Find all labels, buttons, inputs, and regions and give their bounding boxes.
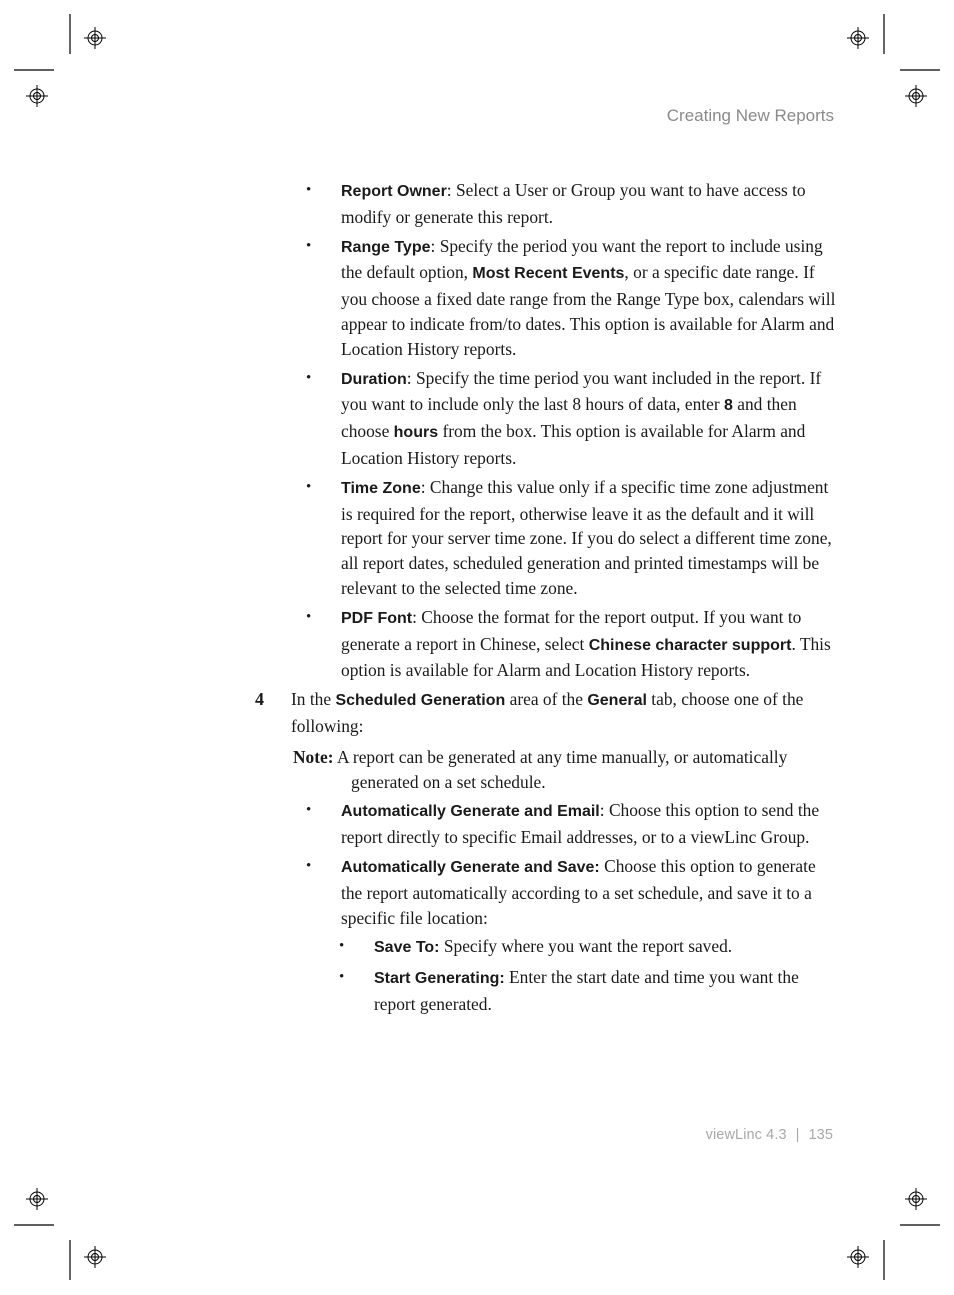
bullet-icon: • [306,802,312,819]
step-number: 4 [255,689,264,710]
step-4: 4 In the Scheduled Generation area of the General tab, choose one of the following: [255,689,804,736]
description: Specify where you want the report saved. [439,936,733,957]
bullet-icon: • [306,369,312,386]
bullet-icon: • [306,857,312,874]
running-footer [706,1127,833,1143]
term: Save To: [374,939,440,957]
list-item-generate-save [255,854,836,930]
term: Start Generating: [374,970,505,988]
page-body [255,178,836,1021]
description: Choose this option to send the report directly to specific Email addresses, or to a viewLinc Group. [341,800,820,848]
list-item-range-type: • Range Type: Specify the period you want the report to include using the default option, Most Recent Events, or a specific date range. If you choose a fixed date range from the Range Type box, calendars will appear to indicate from/to dates. This option is available for Alarm and Location History reports. [306,235,836,359]
bullet-icon: • [339,938,345,955]
term: Range Type [341,238,431,256]
bullet-icon: • [306,478,312,495]
list-item-generate-email: • Automatically Generate and Email: Choose this option to send the report directly to specific Email addresses, or to a viewLinc Group. [306,800,820,848]
bullet-icon: • [339,969,345,986]
note-label: Note: [293,746,334,767]
note [255,745,836,795]
list-item-start-generating [255,965,836,1017]
page-number: 135 [808,1127,833,1143]
term: Time Zone [341,479,421,497]
running-header: Creating New Reports [666,106,834,125]
list-item-time-zone: • Time Zone: Change this value only if a specific time zone adjustment is required for the report, otherwise leave it as the default and it will report for your server time zone. If you do select a different time zone, all report dates, scheduled generation and printed timestamps will be relevant to the selected time zone. [306,476,832,598]
note-text: A report can be generated at any time manually, or automatically generated on a set schedule. [333,746,788,792]
product-name: viewLinc 4.3 [705,1127,787,1143]
bullet-icon: • [306,237,312,254]
description: Enter the start date and time you want the report generated. [374,967,799,1014]
term: Duration [341,370,407,388]
list-item-save-to [255,934,836,961]
bullet-icon: • [306,182,312,198]
description: Choose this option to generate the report automatically according to a set schedule, and save it to a specific file location: [341,855,816,928]
list-item-report-owner: • Report Owner: Select a User or Group you want to have access to modify or generate this report. [306,180,806,227]
list-item-pdf-font: • PDF Font: Choose the format for the report output. If you want to generate a report in Chinese, select Chinese character support. This option is available for Alarm and Location History reports. [306,606,831,681]
description: Change this value only if a specific time zone adjustment is required for the report, otherwise leave it as the default and it will report for your server time zone. If you do select a different time zone, all report dates, scheduled generation and printed timestamps will be relevant to the selected time zone. [341,476,832,598]
list-item-duration: • Duration: Specify the time period you want included in the report. If you want to include only the last 8 hours of data, enter 8 and then choose hours from the box. This option is available for Alarm and Location History reports. [306,367,822,468]
term: Automatically Generate and Save: [341,858,600,876]
term: PDF Font [341,609,413,627]
footer-separator: | [795,1127,800,1143]
term: Report Owner [341,183,447,200]
description: Select a User or Group you want to have access to modify or generate this report. [341,180,806,227]
term: Automatically Generate and Email [341,803,600,821]
bullet-icon: • [306,608,312,625]
